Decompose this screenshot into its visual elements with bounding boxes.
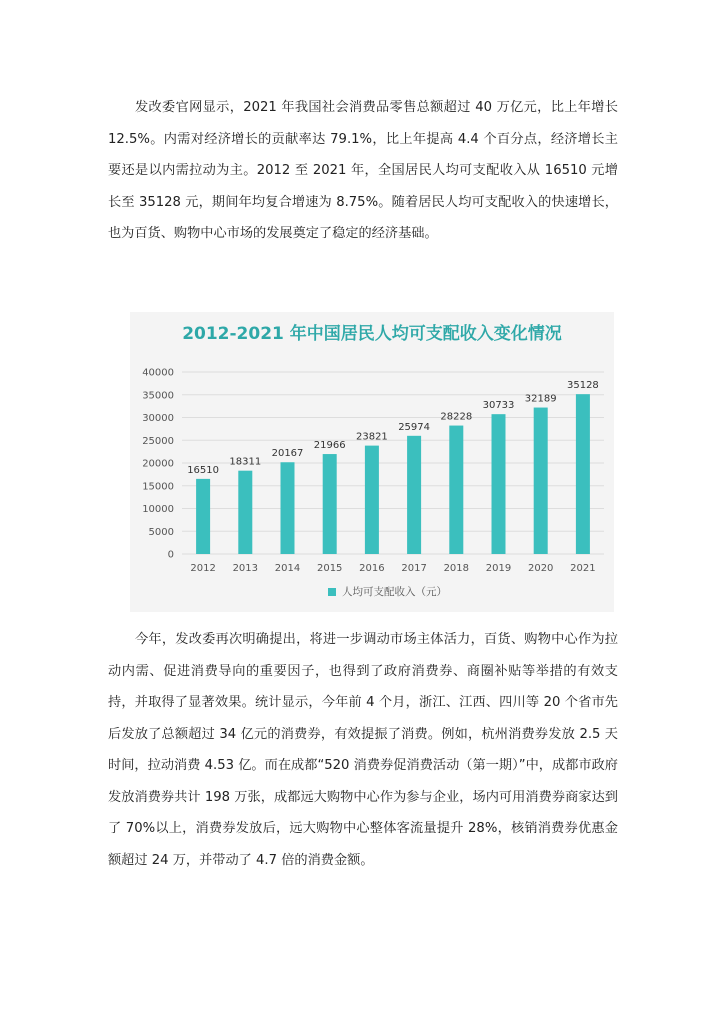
income-chart [130, 312, 614, 612]
y-tick-label: 20000 [142, 458, 174, 470]
bar-2015 [323, 454, 337, 554]
data-label: 32189 [524, 393, 557, 405]
bar-2017 [407, 436, 421, 554]
x-tick-label: 2015 [316, 563, 343, 574]
data-label: 21966 [313, 440, 346, 452]
y-tick-label: 5000 [148, 526, 174, 538]
bar-2021 [576, 394, 590, 554]
x-tick-label: 2018 [443, 563, 470, 574]
bar-2018 [449, 426, 463, 554]
data-label: 23821 [355, 431, 388, 443]
intro-paragraph: 发改委官网显示，2021 年我国社会消费品零售总额超过 40 万亿元，比上年增长 12.5%。内需对经济增长的贡献率达 79.1%，比上年提高 4.4 个百分点，经济增长主要还是以内需拉动为主。2012 至 2021 年，全国居民人均可支配收入从 16510 元增长至 35128 元，期间年均复合增速为 8.75%。随着居民人均可支配收入的快速增长，也为百货、购物中心市场的发展奠定了稳定的经济基础。 [108, 100, 618, 241]
data-label: 30733 [482, 400, 515, 412]
bar-2020 [534, 408, 548, 554]
chart-plot [130, 312, 614, 612]
x-tick-label: 2014 [274, 563, 301, 574]
y-tick-label: 15000 [142, 481, 174, 493]
data-label: 16510 [187, 464, 220, 476]
data-label: 18311 [229, 456, 262, 468]
y-tick-label: 0 [167, 549, 174, 561]
x-tick-label: 2019 [485, 563, 512, 574]
data-label: 20167 [271, 448, 304, 460]
data-label: 28228 [440, 411, 473, 423]
x-tick-label: 2012 [190, 563, 216, 574]
x-tick-label: 2021 [570, 563, 596, 574]
y-tick-label: 30000 [142, 413, 174, 424]
chart-title: 2012-2021 年中国居民人均可支配收入变化情况 [182, 324, 562, 344]
y-tick-label: 25000 [142, 435, 174, 447]
y-tick-label: 35000 [142, 390, 174, 402]
y-tick-label: 10000 [142, 504, 174, 515]
body-paragraph: 今年，发改委再次明确提出，将进一步调动市场主体活力，百货、购物中心作为拉动内需、促进消费导向的重要因子，也得到了政府消费券、商圈补贴等举措的有效支持，并取得了显著效果。统计显示，今年前 4 个月，浙江、江西、四川等 20 个省市先后发放了总额超过 34 亿元的消费券，有效提振了消费。例如，杭州消费券发放 2.5 天时间，拉动消费 4.53 亿。而在成都“520 消费券促消费活动（第一期）”中，成都市政府发放消费券共计 198 万张，成都远大购物中心作为参与企业，场内可用消费券商家达到了 70%以上，消费券发放后，远大购物中心整体客流量提升 28%，核销消费券优惠金额超过 24 万，并带动了 4.7 倍的消费金额。 [108, 632, 618, 868]
legend-label: 人均可支配收入（元） [342, 586, 447, 598]
y-tick-label: 40000 [142, 367, 174, 379]
data-label: 35128 [566, 380, 599, 392]
bar-2014 [281, 462, 295, 554]
bar-2019 [492, 414, 506, 554]
x-tick-label: 2020 [527, 563, 554, 574]
bar-2013 [238, 471, 252, 554]
bar-2012 [196, 479, 210, 554]
data-label: 25974 [398, 421, 431, 433]
chart-legend [328, 584, 447, 599]
bar-2016 [365, 446, 379, 554]
x-tick-label: 2017 [401, 563, 427, 574]
x-tick-label: 2013 [232, 563, 259, 574]
legend-swatch [328, 588, 336, 596]
x-tick-label: 2016 [359, 563, 385, 574]
